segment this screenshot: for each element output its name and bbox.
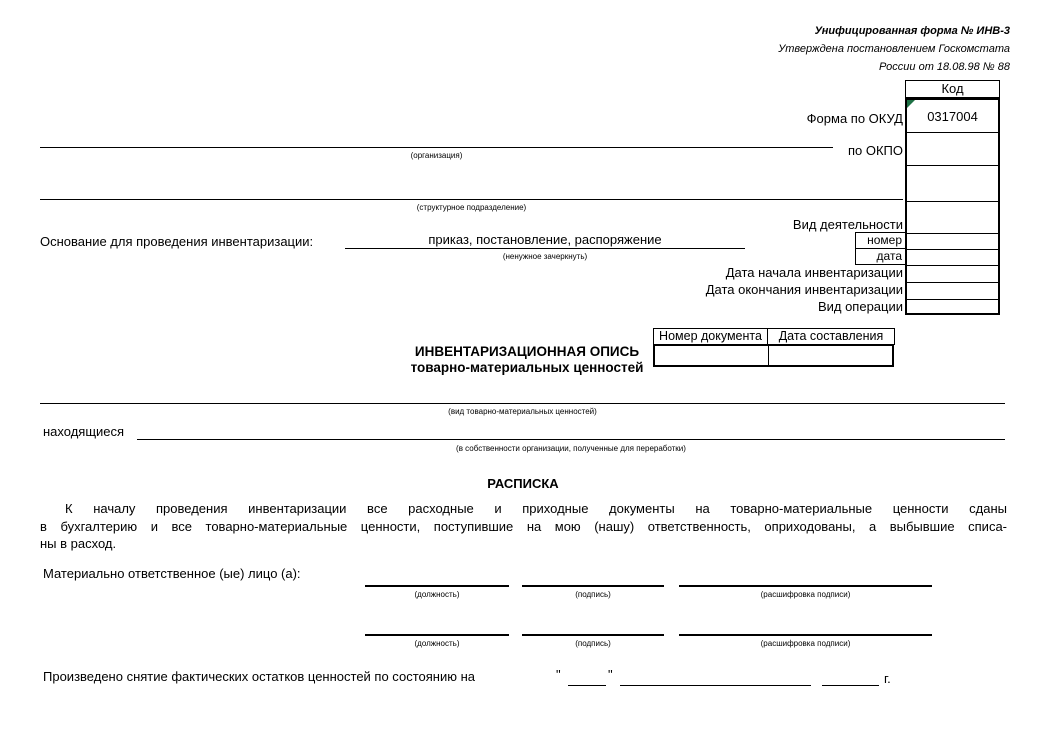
close-quote: " (608, 667, 613, 682)
inventory-start-date-cell[interactable] (907, 266, 998, 283)
inventory-end-date-cell[interactable] (907, 283, 998, 300)
operation-type-cell[interactable] (907, 300, 998, 317)
signature-field-2[interactable] (522, 619, 664, 636)
year-field[interactable] (822, 670, 879, 686)
form-approval-note (778, 22, 1010, 76)
day-field[interactable] (568, 670, 606, 686)
okpo-label: по ОКПО (847, 143, 903, 158)
subdivision-field[interactable] (40, 184, 903, 200)
ownership-caption: (в собственности организации, полученные для переработки) (456, 444, 686, 453)
name-caption-2: (расшифровка подписи) (760, 639, 851, 648)
month-field[interactable] (620, 670, 811, 686)
document-date-header: Дата составления (768, 328, 895, 345)
basis-options-text: приказ, постановление, распоряжение (428, 232, 662, 247)
code-column-table (905, 98, 1000, 315)
located-label: находящиеся (43, 424, 125, 439)
okud-label: Форма по ОКУД (806, 111, 903, 126)
name-caption-1: (расшифровка подписи) (760, 590, 851, 599)
position-caption-1: (должность) (414, 590, 460, 599)
excel-flag-triangle-icon (907, 100, 915, 108)
name-field-2[interactable] (679, 619, 932, 636)
code-column-header: Код (905, 80, 1000, 98)
okud-code-value: 0317004 (927, 108, 978, 124)
receipt-paragraph-line2: в бухгалтерию и все товарно-материальные ценности, поступившие на мою (нашу) ответственность, оприходованы, а выбывшие списа- (40, 518, 1007, 534)
signature-caption-1: (подпись) (575, 590, 611, 599)
number-date-label-box (855, 232, 906, 265)
document-date-cell[interactable] (907, 250, 998, 266)
signature-field-1[interactable] (522, 570, 664, 587)
basis-label: Основание для проведения инвентаризации: (40, 234, 314, 249)
activity-type-label: Вид деятельности (792, 217, 903, 232)
name-field-1[interactable] (679, 570, 932, 587)
inventory-end-date-label: Дата окончания инвентаризации (705, 282, 903, 297)
open-quote: " (556, 667, 561, 682)
goods-type-field[interactable] (40, 388, 1005, 404)
organization-caption: (организация) (410, 151, 463, 160)
activity-code-cell[interactable] (907, 202, 998, 234)
receipt-paragraph-line1: К началу проведения инвентаризации все расходные и приходные документы на товарно-материальные ценности сданы (65, 501, 1007, 516)
position-caption-2: (должность) (414, 639, 460, 648)
number-label: номер (856, 233, 905, 249)
okpo-code-cell-2[interactable] (907, 166, 998, 202)
form-name-note: Унифицированная форма № ИНВ-3 (814, 25, 1010, 37)
date-label: дата (876, 249, 902, 263)
stocktaking-statement: Произведено снятие фактических остатков ценностей по состоянию на (43, 669, 475, 684)
document-number-cell[interactable] (907, 234, 998, 250)
receipt-paragraph-line3: ны в расход. (40, 536, 117, 551)
goods-type-caption: (вид товарно-материальных ценностей) (448, 407, 597, 416)
basis-field[interactable] (345, 233, 745, 249)
organization-field[interactable] (40, 132, 833, 148)
receipt-heading: РАСПИСКА (487, 476, 559, 491)
approval-note-line2: Утверждена постановлением Госкомстата (778, 43, 1010, 55)
basis-caption: (ненужное зачеркнуть) (502, 252, 588, 261)
approval-note-line3: России от 18.08.98 № 88 (878, 61, 1010, 73)
form-title: ИНВЕНТАРИЗАЦИОННАЯ ОПИСЬ (414, 344, 640, 359)
subdivision-caption: (структурное подразделение) (416, 203, 527, 212)
document-date-input-cell[interactable] (768, 346, 892, 365)
position-field-2[interactable] (365, 619, 509, 636)
position-field-1[interactable] (365, 570, 509, 587)
document-number-header: Номер документа (653, 328, 768, 345)
located-field[interactable] (137, 424, 1005, 440)
okud-code-cell[interactable] (907, 100, 998, 133)
signature-caption-2: (подпись) (575, 639, 611, 648)
inventory-start-date-label: Дата начала инвентаризации (725, 265, 903, 280)
okpo-code-cell[interactable] (907, 133, 998, 166)
responsible-person-label: Материально ответственное (ые) лицо (а): (43, 566, 301, 581)
operation-type-label: Вид операции (817, 299, 903, 314)
year-suffix-label: г. (884, 671, 891, 686)
form-subtitle: товарно-материальных ценностей (410, 360, 644, 375)
receipt-paragraph (40, 500, 1007, 553)
